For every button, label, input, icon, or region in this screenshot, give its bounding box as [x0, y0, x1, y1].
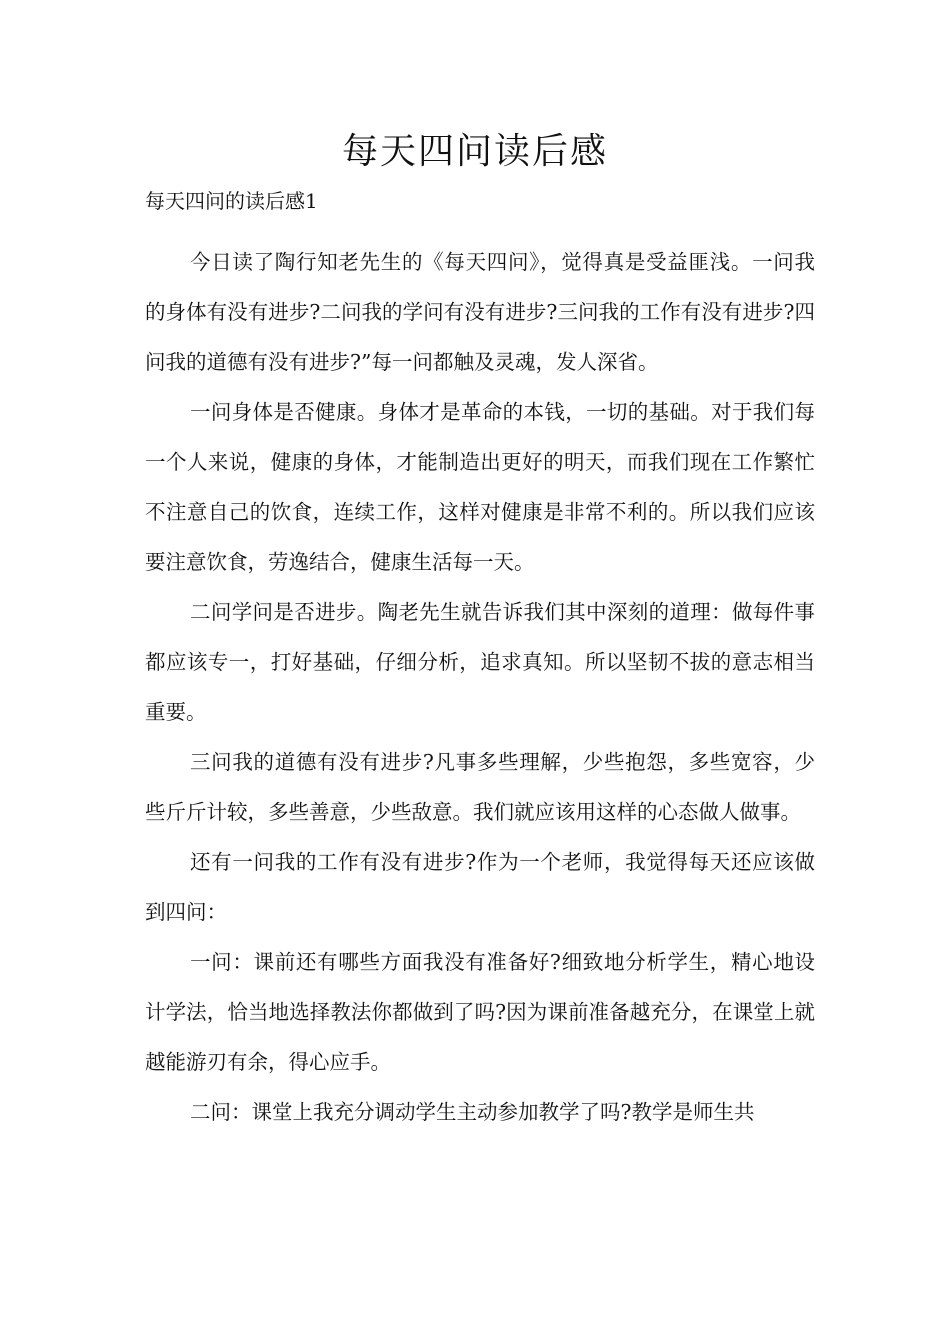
document-subtitle: 每天四问的读后感1 [145, 189, 318, 213]
paragraph: 一问身体是否健康。身体才是革命的本钱，一切的基础。对于我们每一个人来说，健康的身体，才能制造出更好的明天，而我们现在工作繁忙不注意自己的饮食，连续工作，这样对健康是非常不利的。所以我们应该要注意饮食，劳逸结合，健康生活每一天。 [145, 400, 815, 574]
paragraph: 今日读了陶行知老先生的《每天四问》，觉得真是受益匪浅。一问我的身体有没有进步?二问我的学问有没有进步?三问我的工作有没有进步?四问我的道德有没有进步?”每一问都触及灵魂，发人深省。 [145, 250, 815, 374]
paragraph: 三问我的道德有没有进步?凡事多些理解，少些抱怨，多些宽容，少些斤斤计较，多些善意，少些敌意。我们就应该用这样的心态做人做事。 [145, 750, 815, 824]
paragraph: 二问：课堂上我充分调动学生主动参加教学了吗?教学是师生共 [190, 1100, 755, 1124]
document-title: 每天四问读后感 [341, 131, 608, 172]
paragraph: 还有一问我的工作有没有进步?作为一个老师，我觉得每天还应该做到四问： [145, 850, 815, 924]
paragraph: 二问学问是否进步。陶老先生就告诉我们其中深刻的道理：做每件事都应该专一，打好基础，仔细分析，追求真知。所以坚韧不拔的意志相当重要。 [145, 600, 815, 724]
paragraph: 一问：课前还有哪些方面我没有准备好?细致地分析学生，精心地设计学法，恰当地选择教法你都做到了吗?因为课前准备越充分，在课堂上就越能游刃有余，得心应手。 [145, 950, 815, 1074]
document-body [145, 237, 815, 1137]
